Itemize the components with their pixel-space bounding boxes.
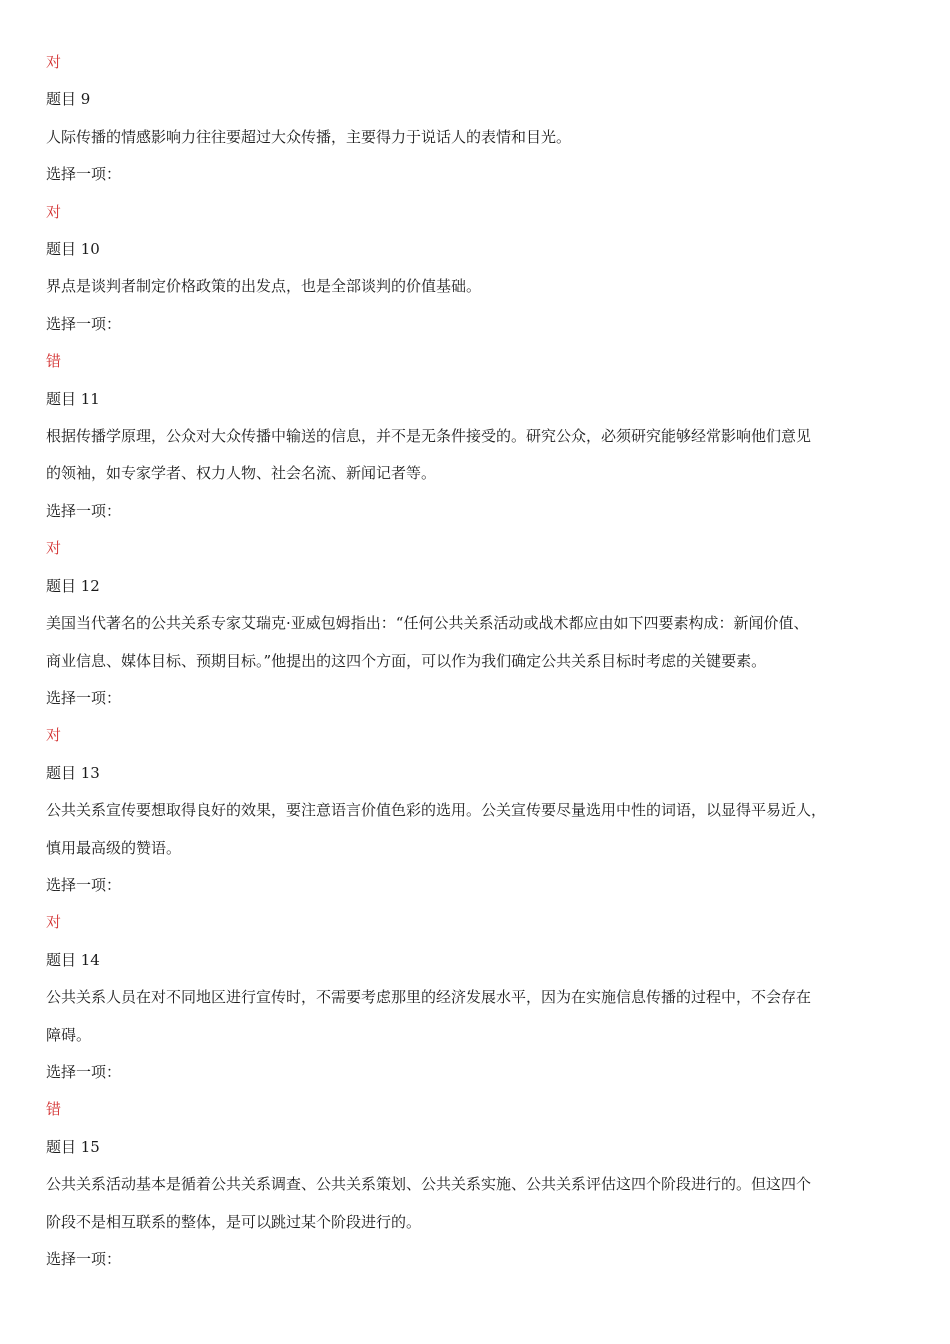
choice-prompt: 选择一项：: [46, 875, 122, 894]
question-text: 界点是谈判者制定价格政策的出发点，也是全部谈判的价值基础。: [46, 277, 482, 296]
question-text: 慎用最高级的赞语。: [46, 838, 182, 857]
question-title: 题目 9: [46, 90, 91, 109]
question-title: 题目 15: [46, 1137, 100, 1156]
question-text: 人际传播的情感影响力往往要超过大众传播，主要得力于说话人的表情和目光。: [46, 127, 572, 146]
answer-text: 错: [46, 352, 62, 371]
choice-prompt: 选择一项：: [46, 1250, 122, 1268]
answer-text: 对: [46, 539, 62, 558]
choice-prompt: 选择一项：: [46, 314, 122, 333]
question-text: 美国当代著名的公共关系专家艾瑞克·亚威包姆指出：“任何公共关系活动或战术都应由如下四要素构成：新闻价值、: [46, 614, 809, 633]
question-title: 题目 14: [46, 950, 100, 969]
question-title: 题目 12: [46, 576, 100, 595]
question-text: 障碍。: [46, 1025, 92, 1044]
choice-prompt: 选择一项：: [46, 688, 122, 707]
question-title: 题目 11: [46, 389, 100, 408]
question-title: 题目 10: [46, 240, 100, 259]
question-title: 题目 13: [46, 763, 100, 782]
question-text: 阶段不是相互联系的整体，是可以跳过某个阶段进行的。: [46, 1212, 422, 1231]
question-text: 根据传播学原理，公众对大众传播中输送的信息，并不是无条件接受的。研究公众，必须研究能够经常影响他们意见: [46, 427, 812, 446]
choice-prompt: 选择一项：: [46, 1062, 122, 1081]
question-text: 的领袖，如专家学者、权力人物、社会名流、新闻记者等。: [46, 464, 437, 483]
answer-text: 对: [46, 202, 62, 221]
question-text: 商业信息、媒体目标、预期目标。”他提出的这四个方面，可以作为我们确定公共关系目标时考虑的关键要素。: [46, 651, 767, 670]
choice-prompt: 选择一项：: [46, 501, 122, 520]
answer-text: 对: [46, 913, 62, 932]
answer-text: 错: [46, 1100, 62, 1119]
document-page: [46, 44, 906, 1278]
question-text: 公共关系宣传要想取得良好的效果，要注意语言价值色彩的选用。公关宣传要尽量选用中性的词语，以显得平易近人，: [46, 801, 827, 820]
answer-text: 对: [46, 53, 62, 71]
choice-prompt: 选择一项：: [46, 165, 122, 184]
question-text: 公共关系活动基本是循着公共关系调查、公共关系策划、公共关系实施、公共关系评估这四个阶段进行的。但这四个: [46, 1175, 812, 1194]
question-text: 公共关系人员在对不同地区进行宣传时，不需要考虑那里的经济发展水平，因为在实施信息传播的过程中，不会存在: [46, 988, 812, 1007]
answer-text: 对: [46, 726, 62, 745]
